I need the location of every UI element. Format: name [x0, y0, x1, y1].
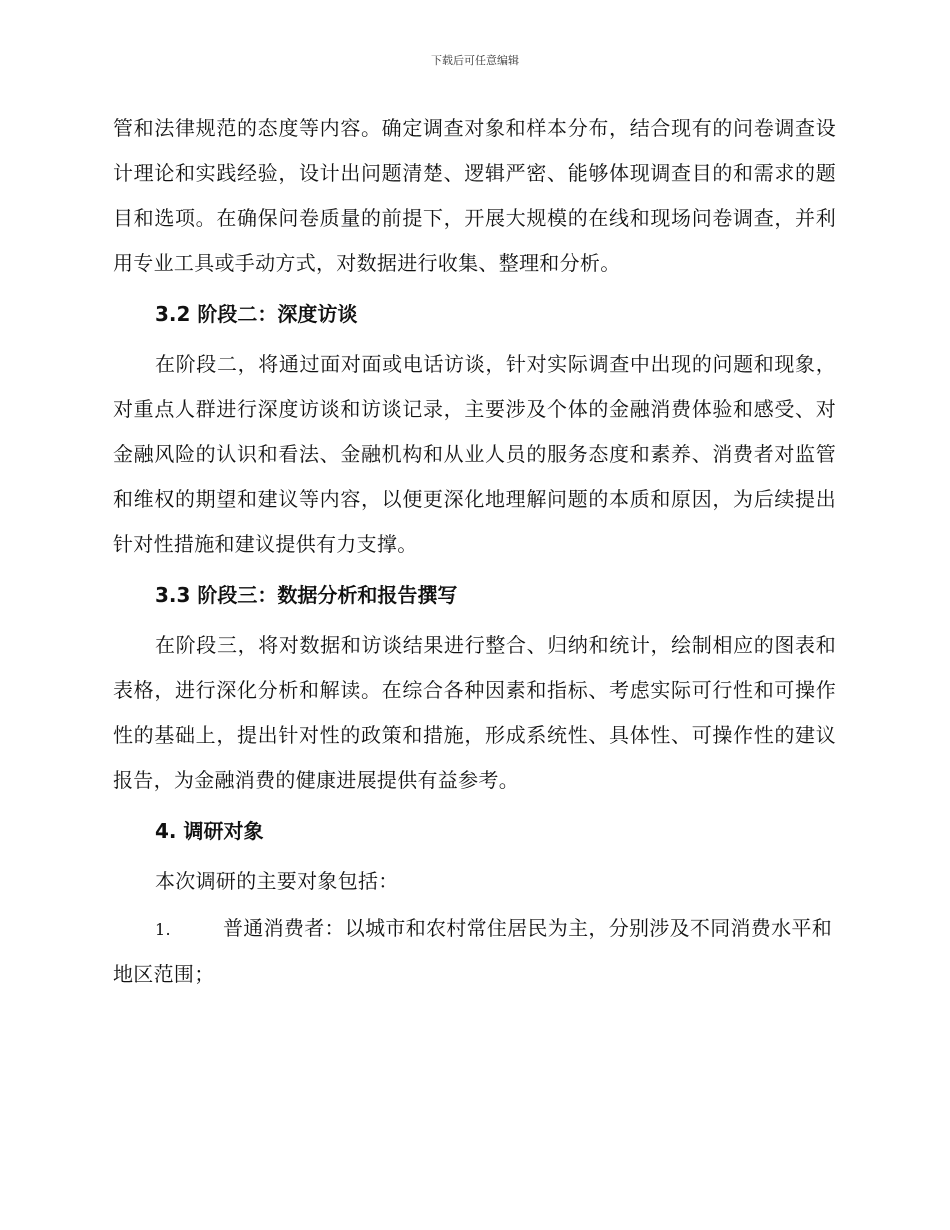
paragraph-survey-design: 管和法律规范的态度等内容。确定调查对象和样本分布，结合现有的问卷调查设计理论和实践经验，设计出问题清楚、逻辑严密、能够体现调查目的和需求的题目和选项。在确保问卷质量的前提下，开展大规模的在线和现场问卷调查，并利用专业工具或手动方式，对数据进行收集、整理和分析。	[113, 116, 836, 275]
list-item-number: 1.	[155, 920, 171, 939]
document-body	[113, 106, 836, 997]
list-item-text: 普通消费者：以城市和农村常住居民为主，分别涉及不同消费水平和地区范围；	[113, 916, 832, 986]
section-heading-3-3: 3.3 阶段三：数据分析和报告撰写	[155, 583, 458, 607]
paragraph-stage-two: 在阶段二，将通过面对面或电话访谈，针对实际调查中出现的问题和现象，对重点人群进行深度访谈和访谈记录，主要涉及个体的金融消费体验和感受、对金融风险的认识和看法、金融机构和从业人员的服务态度和素养、消费者对监管和维权的期望和建议等内容，以便更深化地理解问题的本质和原因，为后续提出针对性措施和建议提供有力支撑。	[113, 352, 836, 556]
paragraph-subjects-intro: 本次调研的主要对象包括：	[155, 869, 399, 893]
list-item	[113, 906, 836, 997]
paragraph-stage-three: 在阶段三，将对数据和访谈结果进行整合、归纳和统计，绘制相应的图表和表格，进行深化分析和解读。在综合各种因素和指标、考虑实际可行性和可操作性的基础上，提出针对性的政策和措施，形成系统性、具体性、可操作性的建议报告，为金融消费的健康进展提供有益参考。	[113, 633, 836, 792]
page-header: 下载后可任意编辑	[431, 54, 519, 67]
section-heading-4: 4. 调研对象	[155, 819, 264, 843]
section-heading-3-2: 3.2 阶段二：深度访谈	[155, 302, 358, 326]
